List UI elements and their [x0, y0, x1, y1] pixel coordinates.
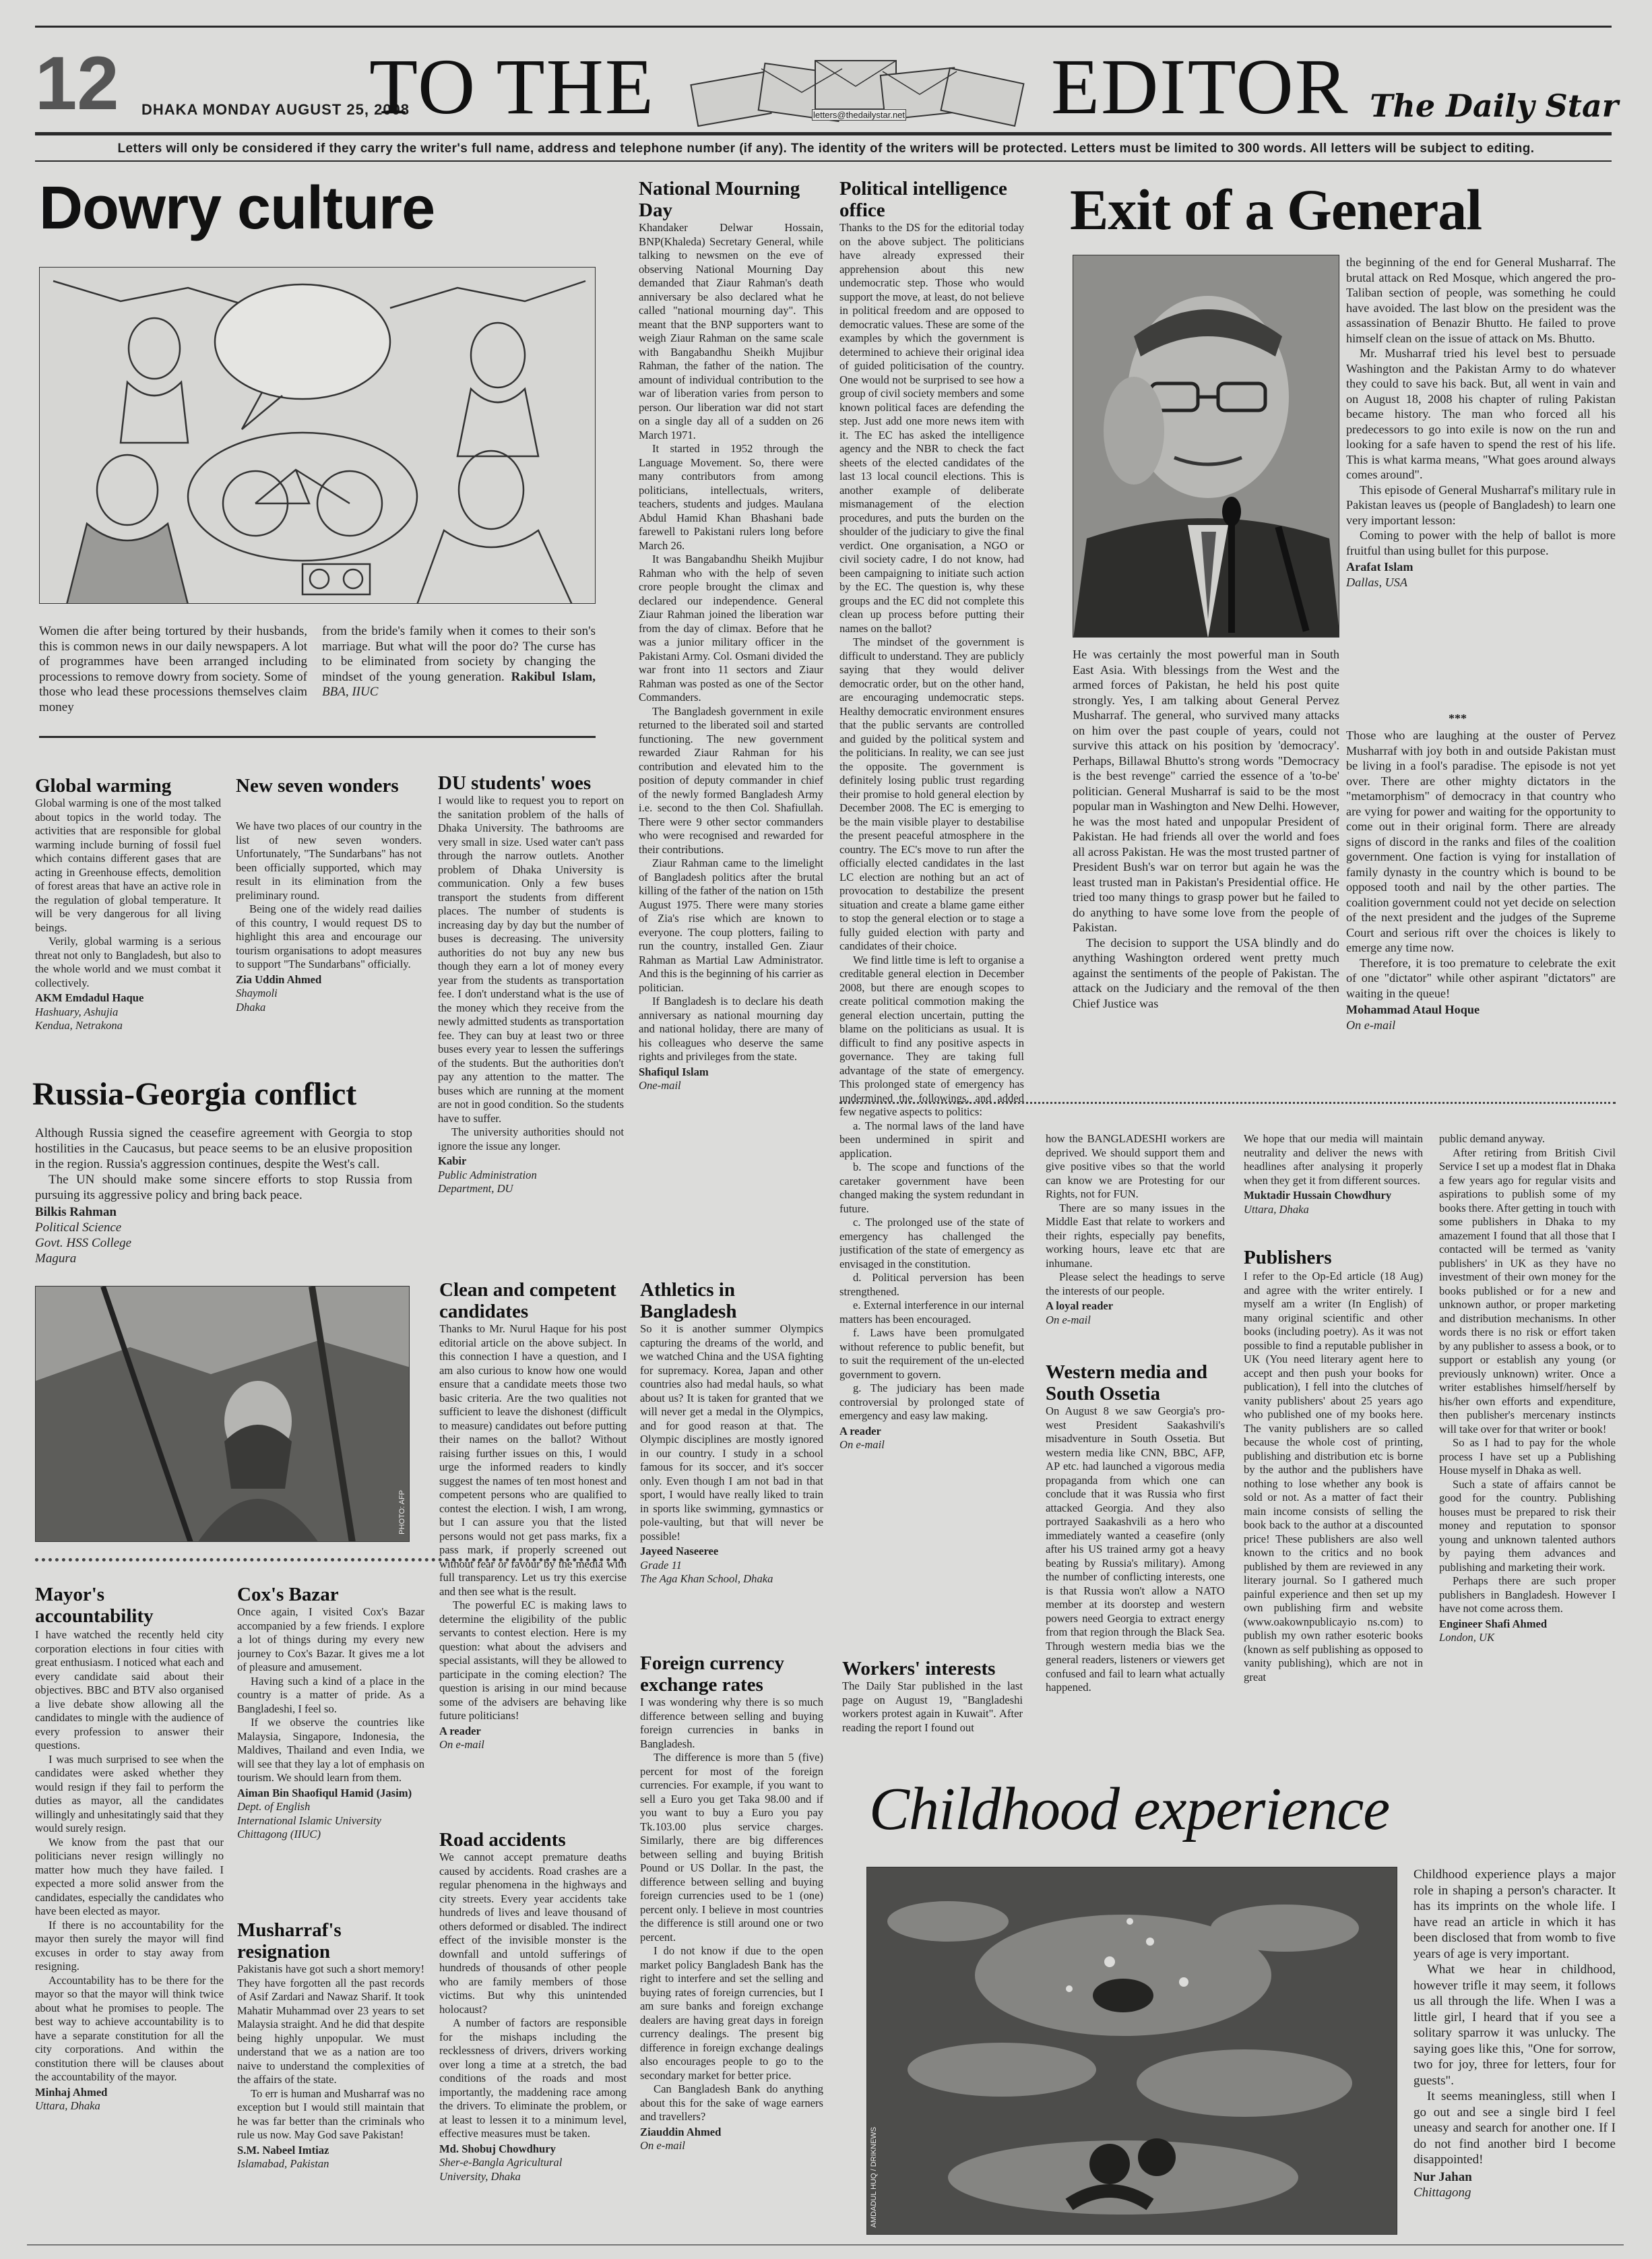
coxs-headline: Cox's Bazar	[237, 1584, 339, 1605]
exit-affil2: On e-mail	[1346, 1018, 1396, 1032]
global-warming-body	[35, 797, 221, 1056]
exit-affil1: Dallas, USA	[1346, 575, 1407, 589]
forex-p3: I do not know if due to the open market policy Bangladesh Bank has the right to interfere and set the selling and buying rates of foreign currencies, but I am sure banks and foreign exchange dealers are having great days in foreign currency dealings. The present big difference in foreign exchange dealings also encourages people to go to the secondary market for better price.	[640, 1944, 823, 2082]
mourning-body	[639, 221, 823, 1266]
publishers-p1: I refer to the Op-Ed article (18 Aug) and agree with the writer entirely. I myself am a writer (In English) of many original scientific and other books (including poetry). As it was not possible to find a reputable publisher in UK (You need literary agent here to accept and then push your books for publication), I fell into the clutches of vanity publishers' about 25 years ago who published one of my books here. The vanity publishers are so called because the whole cost of printing, publishing and distribution etc is borne by the author and the publishers have nothing to lose whether any book is sold or not. As a matter of fact their main income consists of selling the book back to the author at a discounted price! These publishers are also well known to the critics and no book published by them are reviewed in any literary journal. So I gathered much painful experience and then set up my own publishing firm and website (www.oakownpublicayio ns.com) to publish my own rather esoteric books (known as self publishing as opposed to vanity publishing), which are not in great	[1244, 1270, 1423, 1683]
dowry-affil: BBA, IIUC	[322, 685, 379, 699]
workers-p3: There are so many issues in the Middle East that relate to workers and their rights, especially pay benefits, working hours, leave etc that are inhumane.	[1046, 1201, 1225, 1270]
musharraf-body	[237, 1962, 424, 2232]
clean-p1: Thanks to Mr. Nurul Haque for his post editorial article on the above subject. In this connection I have a question, and I am also curious to know how one would ensure that a candidate meets those two basic criteria. Are the two qualities not sufficient to leave the dishonest (difficult to measure) candidates out before putting their names on the ballot? Without raising further issues on this, I would urge the informed readers to kindly suggest the names of ten most honest and competent persons who are qualified to contest the election. I wish, I am wrong, but I can assure you that the listed persons would not get pass marks, fix a pass mark, if properly screened out without fear or favour by the media with full transparency. Let us try this exercise and then see what is the result.	[439, 1322, 627, 1598]
global-warming-author: AKM Emdadul Haque	[35, 991, 144, 1004]
publishers-p6: Perhaps there are such proper publishers in Bangladesh. However I have not come across them.	[1439, 1574, 1616, 1615]
mayor-headline: Mayor's accountability	[35, 1584, 154, 1628]
dowry-cartoon	[39, 267, 596, 604]
new-seven-headline: New seven wonders	[236, 775, 399, 797]
du-students-affil2: Department, DU	[438, 1182, 513, 1195]
publishers-body	[1244, 1270, 1423, 1768]
dowry-text-left: Women die after being tortured by their husbands, this is common news in our daily newspapers. A lot of programmes have been arranged including processions to remove dowry from society. Some of those who lead these processions themselves claim money	[39, 624, 307, 714]
coxs-p3: If we observe the countries like Malaysia, Singapore, Indonesia, the Maldives, Thailand and even India, we will see that they lay a lot of emphasis on tourism. We should learn from them.	[237, 1716, 424, 1784]
dowry-headline: Dowry culture	[39, 175, 435, 242]
russia-georgia-p2: The UN should make some sincere efforts to stop Russia from pursuing its aggressive policy and bring back peace.	[35, 1173, 412, 1202]
childhood-affil1: Chittagong	[1413, 2186, 1471, 2200]
du-students-body	[438, 794, 624, 1266]
western-headline: Western media and South Ossetia	[1046, 1361, 1208, 1405]
du-students-affil1: Public Administration	[438, 1168, 537, 1181]
title-left: TO THE	[369, 42, 655, 131]
musharraf-affil1: Islamabad, Pakistan	[237, 2157, 329, 2170]
childhood-photo	[866, 1867, 1397, 2235]
childhood-p1: Childhood experience plays a major role in shaping a person's character. It has its imprints on the whole life. I have read an article in which it has been disclosed that from womb to five years of age is very important.	[1413, 1867, 1616, 1961]
publishers-p3: After retiring from British Civil Service I set up a modest flat in Dhaka a few years ago for regular visits and aspirations to publish some of my books there. After getting in touch with some publishers in Dhaka to my amazement I found that all those that I contacted will be termed as 'vanity publishers' in UK as they have no investment of their own money for the books published or for a new and unknown author, or proper marketing and distribution mechanisms. In other words there is no risk or effort taken by any publisher to assess a book, or to support or establish any young (or previously unknown) writer. Once a writer establishes himself/herself by his/her own efforts and expenditure, then publisher's mercenary instincts will take over for that writer or book!	[1439, 1146, 1616, 1435]
musharraf-headline: Musharraf's resignation	[237, 1919, 342, 1963]
global-warming-p2: Verily, global warming is a serious threat not only to Bangladesh, but also to the whole world and we must combat it collectively.	[35, 935, 221, 989]
new-seven-p2: Being one of the widely read dailies of this country, I would request DS to highlight this area and encourage our tourism organisations to adopt measures to support "The Sundarbans" officially.	[236, 902, 422, 970]
coxs-affil2: International Islamic University	[237, 1814, 381, 1827]
exit-body-right-top	[1346, 255, 1616, 652]
new-seven-body	[236, 819, 422, 1055]
childhood-headline: Childhood experience	[869, 1776, 1390, 1843]
intel-item-d: d. Political perversion has been strengthened.	[839, 1271, 1024, 1298]
athletics-headline: Athletics in Bangladesh	[640, 1279, 737, 1323]
global-warming-affil2: Kendua, Netrakona	[35, 1019, 123, 1032]
mayor-author: Minhaj Ahmed	[35, 2085, 108, 2099]
envelopes-graphic	[680, 55, 1031, 127]
exit-author2: Mohammad Ataul Hoque	[1346, 1003, 1480, 1016]
workers-p2: how the BANGLADESHI workers are deprived. We should support them and give positive vibes so that the world can know we are Protesting for our Rights, not for FUN.	[1046, 1132, 1225, 1200]
western-affil1: Uttara, Dhaka	[1244, 1202, 1309, 1216]
western-author: Muktadir Hussain Chowdhury	[1244, 1189, 1392, 1202]
bottom-rule	[27, 2244, 1624, 2246]
global-warming-headline: Global warming	[35, 775, 172, 797]
forex-body	[640, 1696, 823, 2235]
mayor-p4: If there is no accountability for the mayor then surely the mayor will find excuses in order to stay away from resigning.	[35, 1918, 224, 1973]
russia-photo-credit: PHOTO: AFP	[398, 1490, 406, 1535]
russia-georgia-author: Bilkis Rahman	[35, 1205, 117, 1219]
road-p2: A number of factors are responsible for the mishaps including the recklessness of drivers, drivers working over long a time at a stretch, the bad conditions of the roads and most importantly, the maddening race among the drivers. To eliminate the problem, or at least to lessen it to a minimum level, effective measures must be taken.	[439, 2016, 627, 2140]
intel-affil1: On e-mail	[839, 1438, 885, 1451]
western-body-cont	[1244, 1132, 1423, 1254]
road-body	[439, 1851, 627, 2235]
dowry-author: Rakibul Islam,	[511, 669, 596, 684]
workers-p4: Please select the headings to serve the interests of our people.	[1046, 1270, 1225, 1297]
mourning-p1: Khandaker Delwar Hossain, BNP(Khaleda) Secretary General, while talking to newsmen on the eve of observing National Mourning Day demanded that Ziaur Rahman's death anniversary be also declared what he called "national mourning day". This meant that the BNP supporters want to weigh Ziaur Rahman on the same scale with Bangabandhu Sheikh Mujibur Rahman, the father of the nation. The amount of individual contribution to the war of liberation varies from person to person. Our liberation war did not start on a single day all of a sudden on 26 March 1971.	[639, 221, 823, 441]
childhood-body	[1413, 1867, 1616, 2237]
global-warming-affil1: Hashuary, Ashujia	[35, 1005, 119, 1018]
intel-author: A reader	[839, 1424, 881, 1437]
exit-body-right-bottom	[1346, 728, 1616, 1092]
new-seven-affil1: Shaymoli	[236, 987, 278, 999]
dowry-rule	[39, 736, 596, 738]
workers-body-cont	[1046, 1132, 1225, 1348]
exit-p5: This episode of General Musharraf's military rule in Pakistan leaves us (people of Bangladesh) to learn one very important lesson:	[1346, 483, 1616, 527]
editor-email[interactable]: letters@thedailystar.net	[813, 110, 906, 120]
intel-item-b: b. The scope and functions of the caretaker government have been changed making the system redundant in future.	[839, 1161, 1024, 1215]
intel-item-c: c. The prolonged use of the state of emergency has challenged the justification of the state of emergency as envisaged in the constitution.	[839, 1216, 1024, 1270]
athletics-affil2: The Aga Khan School, Dhaka	[640, 1572, 773, 1585]
mourning-author: Shafiqul Islam	[639, 1065, 709, 1078]
du-students-p1: I would like to request you to report on the sanitation problem of the halls of Dhaka University. The bathrooms are very small in size. Used water can't pass through the narrow outlets. Another problem of Dhaka University is communication. Only a few buses transport the students from different places. The number of students is increasing day by day but the number of buses is decreasing. The university authorities do not buy any new bus though they earn a lot of money every year from the students as transportation fee. I don't understand what is the use of the money which they receive from the newly admitted students as transportation fee. They can buy at least two or three buses every year to lessen the sufferings of the students. But the authorities don't pay any attention to the matter. The buses which are running at the moment are not in good condition. So the students have to suffer.	[438, 794, 624, 1125]
exit-p1: He was certainly the most powerful man in South East Asia. With blessings from the West and the armed forces of Pakistan, he held his post quite strongly. Yes, I am talking about General Pervez Musharraf. The general, who survived many attacks on him over the past couple of years, could not survive this attack on his position by 'democracy'. Perhaps, Billawal Bhutto's strong words "Democracy is the best revenge" carried the essence of a 'to-be' politician. General Musharraf is said to be the most popular man in Washington and New Delhi. However, he was the most hated and unpopular President of Pakistan. He had friends all over the world and foes all across Pakistan. He was the most trusted partner of President Bush's war on terror but again he was the least trusted man in Pakistan's Presidential office. He tried too many things to grasp power but he failed to do anything to have some love from the people of Pakistan.	[1073, 648, 1339, 934]
dateline: DHAKA MONDAY AUGUST 25, 2008	[141, 101, 410, 118]
athletics-affil1: Grade 11	[640, 1558, 682, 1572]
workers-p1: The Daily Star published in the last page on August 19, "Bangladeshi workers protest again in Kuwait". After reading the report I found out	[842, 1679, 1023, 1734]
forex-p2: The difference is more than 5 (five) percent for most of the foreign currencies. For example, if you want to sell a Euro you get Taka 98.00 and if you want to buy a Euro you pay Tk.103.00 plus service charges. Similarly, there are big differences between selling and buying British Pound or US Dollar. In the past, the difference between selling and buying foreign currencies used to be 1 (one) percent only. I believe in most countries the difference is still around one or two percent.	[640, 1751, 823, 1944]
russia-georgia-affil1: Political Science	[35, 1220, 122, 1235]
du-students-author: Kabir	[438, 1154, 467, 1167]
coxs-author: Aiman Bin Shaofiqul Hamid (Jasim)	[237, 1786, 412, 1799]
masthead-rule	[35, 132, 1612, 135]
coxs-p1: Once again, I visited Cox's Bazar accompanied by a few friends. I explore a lot of things during my every new journey to Cox's Bazar. It gives me a lot of pleasure and amusement.	[237, 1605, 424, 1673]
musharraf-p2: To err is human and Musharraf was no exception but I would still maintain that he was far better than the criminals who rule us now. May God save Pakistan!	[237, 2086, 424, 2141]
clean-headline: Clean and competent candidates	[439, 1279, 616, 1323]
mayor-p1: I have watched the recently held city corporation elections in four cities with great enthusiasm. I noticed what each and every candidate said about their objectives. BBC and BTV also organised a live debate show allowing all the candidates to mingle with the audience of every profession to answer their questions.	[35, 1628, 224, 1752]
childhood-photo-credit: AMDADUL HUQ / DRIKNEWS	[870, 2126, 878, 2227]
workers-affil1: On e-mail	[1046, 1313, 1091, 1326]
western-p2: We hope that our media will maintain neutrality and deliver the news with headlines after analysing it properly when they get it from different sources.	[1244, 1132, 1423, 1187]
workers-author: A loyal reader	[1046, 1299, 1114, 1312]
russia-georgia-body	[35, 1125, 412, 1287]
mayor-affil1: Uttara, Dhaka	[35, 2099, 100, 2112]
forex-author: Ziauddin Ahmed	[640, 2125, 722, 2138]
intel-item-e: e. External interference in our internal matters has been encouraged.	[839, 1299, 1024, 1326]
new-seven-author: Zia Uddin Ahmed	[236, 972, 322, 986]
exit-body-left	[1073, 647, 1339, 1085]
right-dotted-rule	[839, 1102, 1616, 1104]
coxs-body	[237, 1605, 424, 1922]
russia-georgia-p1: Although Russia signed the ceasefire agreement with Georgia to stop hostilities in the Caucasus, but peace seems to be an elusive proposition in the region. Russia's aggression continues, despite the West's call.	[35, 1126, 412, 1171]
exit-author1: Arafat Islam	[1346, 560, 1413, 574]
exit-headline: Exit of a General	[1070, 177, 1482, 242]
forex-p4: Can Bangladesh Bank do anything about this for the sake of wage earners and travellers?	[640, 2082, 823, 2123]
coxs-p2: Having such a kind of a place in the country is a matter of pride. As a Bangladeshi, I feel so.	[237, 1674, 424, 1715]
exit-p8: Therefore, it is too premature to celebrate the exit of one "dictator" while other aspirant "dictators" are waiting in the queue!	[1346, 956, 1616, 1000]
workers-headline: Workers' interests	[842, 1658, 996, 1679]
road-affil2: University, Dhaka	[439, 2169, 521, 2183]
new-seven-affil2: Dhaka	[236, 1000, 266, 1014]
clean-affil1: On e-mail	[439, 1738, 484, 1751]
exit-p7: Those who are laughing at the ouster of Pervez Musharraf with joy both in and outside Pakistan must be living in a fool's paradise. The episode is not yet over. There are other mighty dictators in the "metamorphism" of democracy in that country who are vying for power and waiting for the opportunity to come out in their original form. There are already signs of discord in the ranks and files of the coalition government. One faction is vying for installation of family dynasty in the country which is bound to be opposed tooth and nail by the other parties. The coalition government could not yet decide on selection of the next president and the judges of the Supreme Court and serious rift over the choices is likely to emerge any time now.	[1346, 729, 1616, 954]
mayor-p2: I was much surprised to see when the candidates were asked whether they would resign if they fail to perform the duties as mayor, all the candidates willingly and unhesitatingly said that they would surely resign.	[35, 1752, 224, 1834]
publishers-affil1: London, UK	[1439, 1631, 1495, 1644]
athletics-p1: So it is another summer Olympics capturing the dreams of the world, and we watched China and the USA fighting for supremacy. Korea, Japan and other countries also had medal hauls, so what about us? It is taken for granted that we will never get a medal in the Olympics, and for good reason at that. The Olympic disciplines are mostly ignored in our country. I study in a school famous for its soccer, and it's soccer only. Even though I am not bad in that sport, I would have really liked to train in sports like swimming, gymnastics or pole-vaulting, but that will never be possible!	[640, 1322, 823, 1543]
mourning-p3: It was Bangabandhu Sheikh Mujibur Rahman who with the help of seven crore people brought the climax and declared our independence. General Ziaur Rahman joined the liberation war from the day of climax. Before that he was a junior military officer in the Pakistani Army. Col. Osmani divided the war front into 11 sectors and Ziaur Rahman was posted as one of the Sector Commanders.	[639, 553, 823, 704]
publishers-author: Engineer Shafi Ahmed	[1439, 1617, 1548, 1630]
intel-item-g: g. The judiciary has been made controversial by prolonged state of emergency and easy law making.	[839, 1382, 1024, 1422]
musharraf-p1: Pakistanis have got such a short memory! They have forgotten all the past records of Asif Zardari and Nawaz Sharif. It took Mahatir Muhammad over 23 years to set Malaysia straight. And he did that despite being highly unpopular. We must understand that we as a nation are too naive to understand the complexities of the affairs of the state.	[237, 1962, 424, 2086]
russia-georgia-affil3: Magura	[35, 1251, 77, 1266]
road-p1: We cannot accept premature deaths caused by accidents. Road crashes are a regular phenomena in the highways and city streets. Every year accidents take hundreds of lives and leave thousand of others deformed or disabled. The indirect effect of the invisible monster is the downfall and untold sufferings of hundreds of thousands of other people who are family members of those victims. But why this unintended holocaust?	[439, 1851, 627, 2016]
clean-body	[439, 1322, 627, 1821]
musharraf-author: S.M. Nabeel Imtiaz	[237, 2143, 329, 2157]
exit-p3: the beginning of the end for General Musharraf. The brutal attack on Red Mosque, which angered the pro-Taliban section of people, was something he could have avoided. The last blow on the president was the assassination of Benazir Bhutto. He failed to prove himself clean on the issue of attack on Ms. Bhutto.	[1346, 255, 1616, 345]
publishers-p5: Such a state of affairs cannot be good for the country. Publishing houses must be prepared to risk their money and reputation to sponsor young and unknown talented authors by paying them advances and publishing and marketing their work.	[1439, 1477, 1616, 1574]
global-warming-p1: Global warming is one of the most talked about topics in the world today. The activities that are responsible for global warming include burning of fossil fuel which contains different gases that are acting in Greenhouse effects, demolition of forest areas that have an active role in the regulation of global temperature. It will be very dangerous for all living beings.	[35, 797, 221, 934]
forex-headline: Foreign currency exchange rates	[640, 1652, 784, 1696]
forex-affil1: On e-mail	[640, 2139, 685, 2152]
russia-georgia-affil2: Govt. HSS College	[35, 1236, 132, 1250]
intel-body	[839, 221, 1024, 1643]
mourning-p5: Ziaur Rahman came to the limelight of Bangladesh politics after the brutal killing of the father of the nation on 15th August 1975. There were many stories of Zia's rise which are known to everyone. The coup plotters, failing to run the country, installed Gen. Ziaur Rahman as Martial Law Administrator. And this is the beginning of his carrier as politician.	[639, 857, 823, 994]
mayor-p5: Accountability has to be there for the mayor so that the mayor will think twice about what he promises to people. The best way to achieve accountability is to have a separate constitution for all the city corporations. And within the constitution there will be clauses about the accountability of the mayor.	[35, 1973, 224, 2083]
clean-p2: The powerful EC is making laws to determine the eligibility of the public servants to contest election. Here is my question: what about the advisers and special assistants, will they be allowed to participate in the coming election? The question is arising in our mind because some of the advisers are behaving like future politicians!	[439, 1599, 627, 1722]
exit-separator-stars: ***	[1449, 712, 1467, 725]
mayor-p3: We know from the past that our politicians never resign willingly no matter how much they have failed. I expected a more solid answer from the candidates, especially the candidates who have been elected as mayor.	[35, 1835, 224, 1917]
exit-p2: The decision to support the USA blindly and do anything Washington ordered went pretty much against the sentiments of the people of Pakistan. The attack on the Judiciary and the removal of the then Chief Justice was	[1073, 935, 1339, 1010]
russia-georgia-headline: Russia-Georgia conflict	[32, 1076, 357, 1112]
forex-p1: I was wondering why there is so much difference between selling and buying foreign currencies in banks in Bangladesh.	[640, 1696, 823, 1750]
childhood-p2: What we hear in childhood, however trifle it may seem, it follows us all through the life. When I was a little girl, I heard that if you see a solitary sparrow it was unlucky. The saying goes like this, "One for sorrow, two for joy, three for letters, four for guests".	[1413, 1962, 1616, 2088]
workers-body-start	[842, 1679, 1023, 1740]
exit-p4: Mr. Musharraf tried his level best to persuade Washington and the Pakistan Army to do whatever they could to save his back. But, all went in vain and on August 18, 2008 his chapter of ruling Pakistan became history. The man who forced all his predecessors to go into exile is now on the run and looking for a safe haven to spend the rest of his life. This is what karma means, "What goes around always comes around".	[1346, 346, 1616, 481]
page-number: 12	[35, 41, 119, 125]
mayor-body	[35, 1628, 224, 2235]
athletics-body	[640, 1322, 823, 1646]
western-body	[1046, 1404, 1225, 1755]
musharraf-photo	[1073, 255, 1339, 638]
notice-rule	[35, 160, 1612, 162]
dowry-text-right-body: from the bride's family when it comes to their son's marriage. But what will the poor do? The curse has to be eliminated from society by changing the mindset of the young generation.	[322, 624, 596, 684]
intel-item-a: a. The normal laws of the land have been undermined in spirit and application.	[839, 1119, 1024, 1160]
road-affil1: Sher-e-Bangla Agricultural	[439, 2156, 563, 2169]
coxs-affil3: Chittagong (IIUC)	[237, 1828, 321, 1840]
intel-p1: Thanks to the DS for the editorial today on the above subject. The politicians have already expressed their apprehension about this new undemocratic step. Those who would support the move, at least, do not believe in political freedom and are opposed to democratic values. These are some of the examples by which the government is determined to achieve their original idea of guided politicisation of the country. One would not be surprised to see how a group of civil society members and some known political faces are defending the step. Just add one more news item with it. The EC has asked the intelligence agency and the NBR to check the fact sheets of the elected candidates of the last 13 local council elections. This is another example of deliberate mismanagement of the election procedures, and puts the burden on the shoulder of the judiciary to give the final verdict. One organisation, a NGO or civil society cadre, I do not know, had been campaigning to initiate such action by the EC. The question is, why these groups and the EC did not complete this clean up process before putting their names on the ballot?	[839, 221, 1024, 635]
title-right: EDITOR	[1051, 42, 1349, 131]
mourning-affil1: One-mail	[639, 1079, 681, 1092]
mourning-headline: National Mourning Day	[639, 178, 800, 222]
publishers-headline: Publishers	[1244, 1247, 1332, 1268]
letters-notice: Letters will only be considered if they carry the writer's full name, address and telephone number (if any). The identity of the writers will be protected. Letters must be limited to 300 words. All letters will be subject to editing.	[117, 142, 1535, 156]
mourning-p2: It started in 1952 through the Language Movement. So, there were many contributors from among politicians, intellectuals, writers, teachers, students and judges. Maulana Abdul Hamid Khan Bhashani bade farewell to Pakistani rulers long before March 26.	[639, 442, 823, 552]
top-rule	[35, 26, 1612, 28]
mourning-p4: The Bangladesh government in exile returned to the liberated soil and started functioning. The new government rewarded Ziaur Rahman for his contribution and elevated him to the position of deputy commander in chief of the newly formed Bangladesh Army i.e. second to the then Col. Shafiullah. There were 9 other sector commanders who were recognised and rewarded for their contributions.	[639, 704, 823, 856]
du-students-p2: The university authorities should not ignore the issue any longer.	[438, 1125, 624, 1152]
dowry-text-right	[322, 624, 596, 700]
clean-author: A reader	[439, 1724, 481, 1737]
russia-georgia-photo	[35, 1286, 410, 1542]
western-p1: On August 8 we saw Georgia's pro-west President Saakashvili's misadventure in South Ossetia. But western media like CNN, BBC, AFP, AP etc. had launched a vigorous media propaganda from which one can conclude that it was Russia who first attacked Georgia. And they also portrayed Saakashvili as a hero who immediately wanted a ceasefire (only after his US trained army got a heavy beating by Russia's military). Among the number of conflicting interests, one is that Russia won't allow a NATO member at its doorstep and western powers need Georgia to extract energy from that region through the Black Sea. Through western media bias we the general readers, listeners or viewers get confused and fail to learn what actually happened.	[1046, 1404, 1225, 1694]
childhood-p3: It seems meaningless, still when I go out and see a single bird I feel uneasy and search for another one. If I do not find another bird I become disappointed!	[1413, 2089, 1616, 2167]
publishers-body-cont	[1439, 1132, 1616, 1766]
intel-item-f: f. Laws have been promulgated without reference to public benefit, but to suit the requirement of the un-elected government to govern.	[839, 1326, 1024, 1381]
intel-headline: Political intelligence office	[839, 178, 1007, 222]
coxs-affil1: Dept. of English	[237, 1800, 311, 1813]
athletics-author: Jayeed Naseeree	[640, 1545, 719, 1557]
childhood-author: Nur Jahan	[1413, 2169, 1472, 2184]
road-headline: Road accidents	[439, 1829, 566, 1851]
intel-p2: The mindset of the government is difficult to understand. They are publicly saying that they would deliver democratic order, but on the other hand, are encouraging undemocratic steps. Healthy democratic environment ensures that the public servants are controlled and guided by the political system and the politicians. In reality, we can see just the opposite. The government is definitely losing public trust regarding their promise to hold general election by December 2008. The EC is emerging to be the main visible player to destabilise the present peaceful atmosphere in the country. The EC's move to run after the officially elected candidates in the last LC election are nothing but an act of provocation to destabilize the present situation and create a blame game either to stop the general election or to stage a fully guided election with party and candidates of their choice.	[839, 636, 1024, 952]
mourning-p6: If Bangladesh is to declare his death anniversary as national mourning day and national holiday, there are many of his colleagues who deserve the same rights and privileges from the state.	[639, 995, 823, 1063]
publishers-p2: public demand anyway.	[1439, 1132, 1545, 1145]
exit-p6: Coming to power with the help of ballot is more fruitful than using bullet for this purpose.	[1346, 528, 1616, 557]
intel-p3: We find little time is left to organise a creditable general election in December 2008, but there are enough scopes to create political commotion making the general election uncertain, putting the blame on the politicians as usual. It is difficult to find any positive aspects in governance. They are taking full advantage of the state of emergency. This prolonged state of emergency has undermined the followings, and added few negative aspects to politics:	[839, 953, 1024, 1118]
new-seven-p1: We have two places of our country in the list of new seven wonders. Unfortunately, "The Sundarbans" has not been officially supported, which may result in its elimination from the preliminary round.	[236, 819, 422, 902]
publishers-p4: So as I had to pay for the whole process I have set up a Publishing House myself in Dhaka as well.	[1439, 1436, 1616, 1477]
daily-star-logo: The Daily Star	[1370, 88, 1618, 124]
du-students-headline: DU students' woes	[438, 772, 592, 794]
road-author: Md. Shobuj Chowdhury	[439, 2142, 556, 2155]
